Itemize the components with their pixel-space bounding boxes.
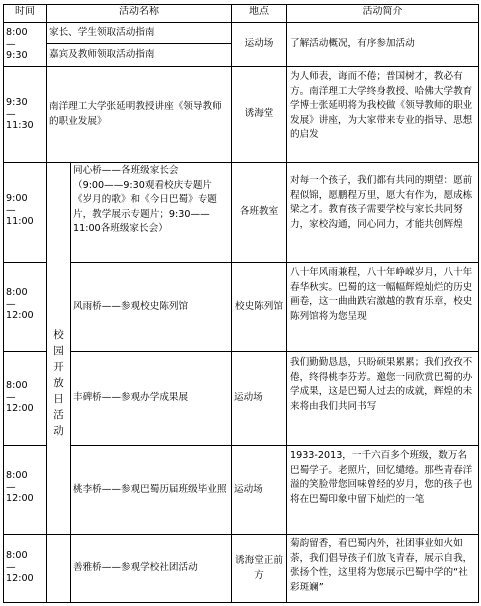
time-cell: 8:00 — 12:00 (6, 287, 34, 321)
location-cell: 各班教室 (239, 206, 279, 218)
time-cell: 8:00 — 12:00 (6, 470, 34, 504)
table-border (3, 4, 479, 5)
table-border (3, 351, 46, 352)
summary-cell: 了解活动概况，有序参加活动 (290, 38, 415, 50)
location-cell: 运动场 (244, 38, 274, 50)
header-activity: 活动名称 (119, 6, 159, 17)
time-cell: 8:00 — 12:00 (6, 550, 34, 584)
summary-cell: 我们勤勤恳恳，只盼硕果累累；我们孜孜不倦，终得桃李芬芳。邀您一同欣赏巴蜀的办学成果，这是巴蜀人过去的成就，辉煌的未来将由我们共同书写 (290, 357, 473, 412)
time-cell: 9:30 — 11:30 (6, 97, 34, 131)
summary-cell: 为人师表，诲而不倦；普国树才，教必有方。南洋理工大学终身教授、哈佛大学教育学博士张延明将为我校做《领导教师的职业发展》讲座，为大家带来专业的指导、思想的启发 (290, 71, 473, 140)
time-cell: 8:00 — 9:30 (6, 27, 28, 61)
table-border (3, 445, 46, 446)
activity-cell: 丰碑桥——参观办学成果展 (73, 392, 189, 404)
activity-cell: 善雅桥——参观学校社团活动 (73, 562, 198, 574)
activity-cell: 嘉宾及教师领取活动指南 (49, 48, 155, 60)
location-cell: 诱海堂正前方 (235, 555, 283, 581)
header-location: 地点 (249, 6, 269, 17)
table-border (46, 4, 47, 603)
table-border (3, 262, 46, 263)
summary-cell: 菊韵留香，看巴蜀内外，社团事业如火如荼，我们倡导孩子们放飞青春，展示自我，张扬个性，这里将为您展示巴蜀中学的“社彩斑斓” (290, 538, 473, 593)
table-border (3, 602, 479, 603)
location-cell: 诱海堂 (244, 108, 274, 120)
activity-cell: 风雨桥——参观校史陈列馆 (73, 300, 189, 312)
activity-cell: 桃李桥——参观巴蜀历届班级毕业照 (73, 483, 227, 495)
time-cell: 9:00 — 11:00 (6, 193, 34, 227)
group-label: 校园开放日活动 (53, 328, 64, 437)
summary-cell: 八十年风雨兼程，八十年峥嵘岁月，八十年春华秋实。巴蜀的这一幅幅辉煌灿烂的历史画卷，这一曲曲跌宕激越的教育乐章，校史陈列馆将为您呈现 (290, 267, 473, 322)
activity-cell: 南洋理工大学张延明教授讲座《领导教师的职业发展》 (49, 101, 222, 127)
header-summary: 活动简介 (362, 6, 403, 17)
location-cell: 校史陈列馆 (235, 300, 283, 312)
table-border (70, 162, 71, 603)
time-cell: 8:00 — 12:00 (6, 380, 34, 414)
activity-cell: 同心桥——各班级家长会 （9:00——9:30观看校庆专题片《岁月的歌》和《今日巴蜀》专题片，教学展示专题片；9:30——11:00各班级家长会） (73, 165, 217, 234)
table-border (3, 4, 4, 603)
location-cell: 运动场 (234, 392, 263, 404)
table-border (478, 4, 479, 603)
table-border (286, 4, 287, 603)
activity-cell: 家长、学生领取活动指南 (49, 26, 155, 38)
header-time: 时间 (15, 6, 35, 17)
location-cell: 运动场 (234, 483, 263, 495)
summary-cell: 对每一个孩子，我们都有共同的期望：愿前程似锦，愿鹏程万里，愿大有作为，愿成栋梁之才。教育孩子需要学校与家长共同努力，家校沟通，同心同力，才能共创辉煌 (290, 175, 473, 230)
summary-cell: 1933-2013，一千六百多个班级，数万名巴蜀学子。老照片，回忆缱绻。那些青春洋溢的笑脸带您回味曾经的岁月，您的孩子也将在巴蜀印象中留下灿烂的一笔 (290, 450, 473, 505)
